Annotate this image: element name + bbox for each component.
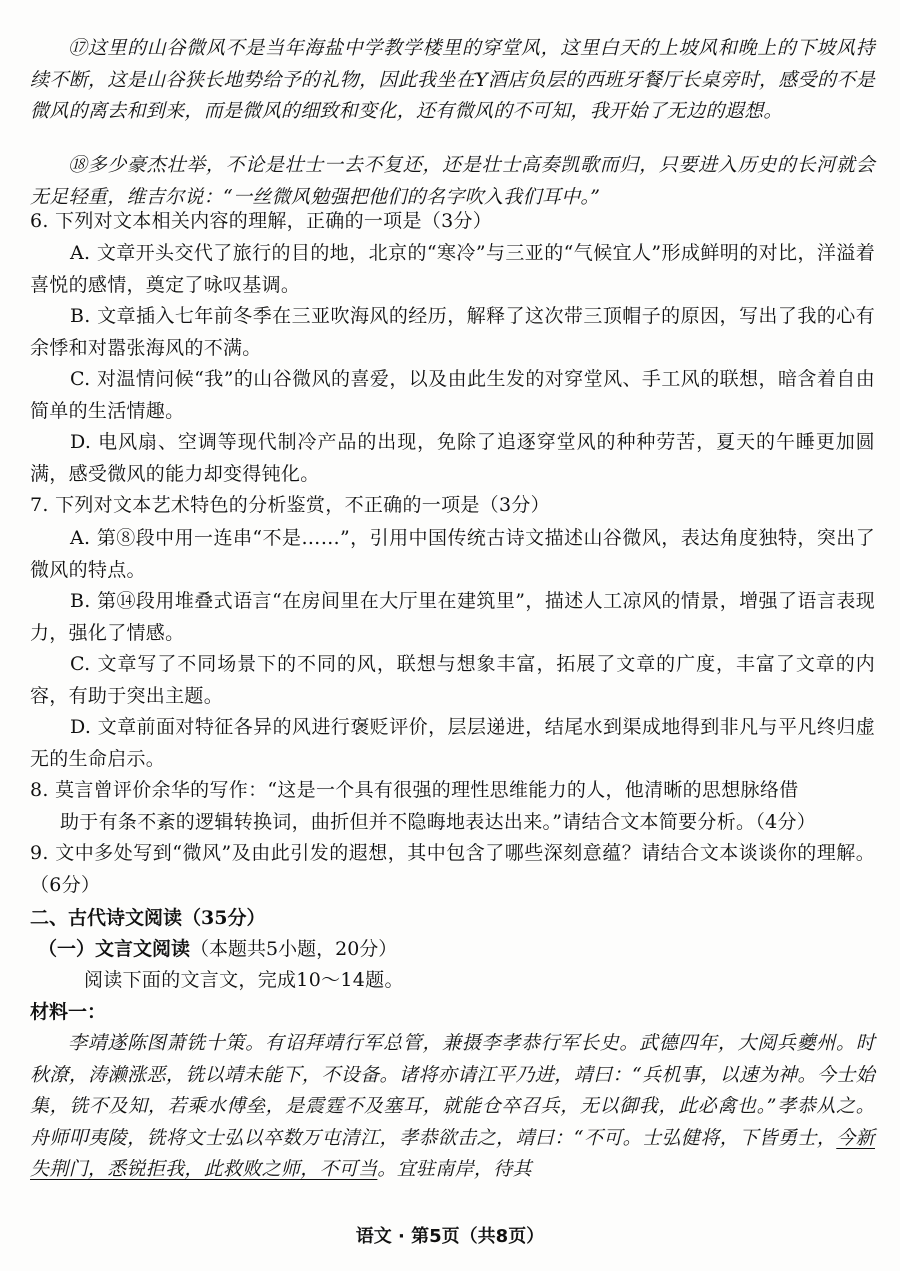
subsection-1-note: （本题共5小题，20分） xyxy=(190,938,398,960)
material-1-text-a: 李靖遂陈图萧铣十策。有诏拜靖行军总管，兼摄李孝恭行军长史。武德四年，大阅兵夔州。时秋潦，涛濑涨恶，铣以靖未能下，不设备。诸将亦请江平乃进，靖曰：“兵机事，以速为神。今士始集，铣不及知，若乘水傅垒，是震霆不及塞耳，就能仓卒召兵，无以御我，此必禽也。”孝恭从之。舟师叩夷陵，铣将文士弘以卒数万屯清江，孝恭欲击之，靖曰：“不可。士弘健将，下皆勇士， xyxy=(30,1032,875,1149)
material-1-label: 材料一： xyxy=(30,1001,107,1023)
question-6-option-b: B. 文章插入七年前冬季在三亚吹海风的经历，解释了这次带三顶帽子的原因，写出了我的心有余悸和对嚣张海风的不满。 xyxy=(30,305,875,359)
question-7-option-b: B. 第⑭段用堆叠式语言“在房间里在大厅里在建筑里”，描述人工凉风的情景，增强了语言表现力，强化了情感。 xyxy=(30,590,875,644)
question-6-option-a: A. 文章开头交代了旅行的目的地，北京的“寒冷”与三亚的“气候宜人”形成鲜明的对比，洋溢着喜悦的感情，奠定了咏叹基调。 xyxy=(30,242,875,296)
question-7-stem: 7. 下列对文本艺术特色的分析鉴赏，不正确的一项是（3分） xyxy=(30,494,550,516)
section-2-title: 二、古代诗文阅读（35分） xyxy=(30,907,266,929)
paragraph-18: ⑱多少豪杰壮举，不论是壮士一去不复还，还是壮士高奏凯歌而归，只要进入历史的长河就会无足轻重，维吉尔说：“一丝微风勉强把他们的名字吹入我们耳中。” xyxy=(30,154,875,208)
question-7-option-c: C. 文章写了不同场景下的不同的风，联想与想象丰富，拓展了文章的广度，丰富了文章的内容，有助于突出主题。 xyxy=(30,653,875,707)
question-7-option-d: D. 文章前面对特征各异的风进行褒贬评价，层层递进，结尾水到渠成地得到非凡与平凡终归虚无的生命启示。 xyxy=(30,716,875,770)
subsection-1-heading: （一）文言文阅读 xyxy=(38,938,191,960)
material-1-underlined-sentence: 今新失荆门，悉锐拒我，此救败之师，不可当 xyxy=(30,1126,875,1180)
material-1-text-b: 。宜驻南岸，待其 xyxy=(377,1158,532,1180)
material-1-text xyxy=(30,1028,875,1186)
question-8-line-1: 8. 莫言曾评价余华的写作：“这是一个具有很强的理性思维能力的人，他清晰的思想脉络借 xyxy=(30,779,799,801)
question-7-option-a: A. 第⑧段中用一连串“不是……”，引用中国传统古诗文描述山谷微风，表达角度独特，突出了微风的特点。 xyxy=(30,527,875,581)
question-9: 9. 文中多处写到“微风”及由此引发的遐想，其中包含了哪些深刻意蕴？请结合文本谈谈你的理解。（6分） xyxy=(30,842,875,896)
question-8-line-2: 助于有条不紊的逻辑转换词，曲折但并不隐晦地表达出来。”请结合文本简要分析。（4分） xyxy=(60,811,817,833)
page-footer: 语文 · 第5页（共8页） xyxy=(355,1226,545,1247)
subsection-1-title xyxy=(38,934,397,965)
question-6-stem: 6. 下列对文本相关内容的理解，正确的一项是（3分） xyxy=(30,210,493,232)
question-6-option-d: D. 电风扇、空调等现代制冷产品的出现，免除了追逐穿堂风的种种劳苦，夏天的午睡更加圆满，感受微风的能力却变得钝化。 xyxy=(30,431,875,485)
reading-instruction: 阅读下面的文言文，完成10～14题。 xyxy=(84,969,404,991)
paragraph-17: ⑰这里的山谷微风不是当年海盐中学教学楼里的穿堂风，这里白天的上坡风和晚上的下坡风持续不断，这是山谷狭长地势给予的礼物，因此我坐在Y酒店负层的西班牙餐厅长桌旁时，感受的不是微风的离去和到来，而是微风的细致和变化，还有微风的不可知，我开始了无边的遐想。 xyxy=(30,37,875,122)
question-6-option-c: C. 对温情问候“我”的山谷微风的喜爱，以及由此生发的对穿堂风、手工风的联想，暗含着自由简单的生活情趣。 xyxy=(30,368,875,422)
